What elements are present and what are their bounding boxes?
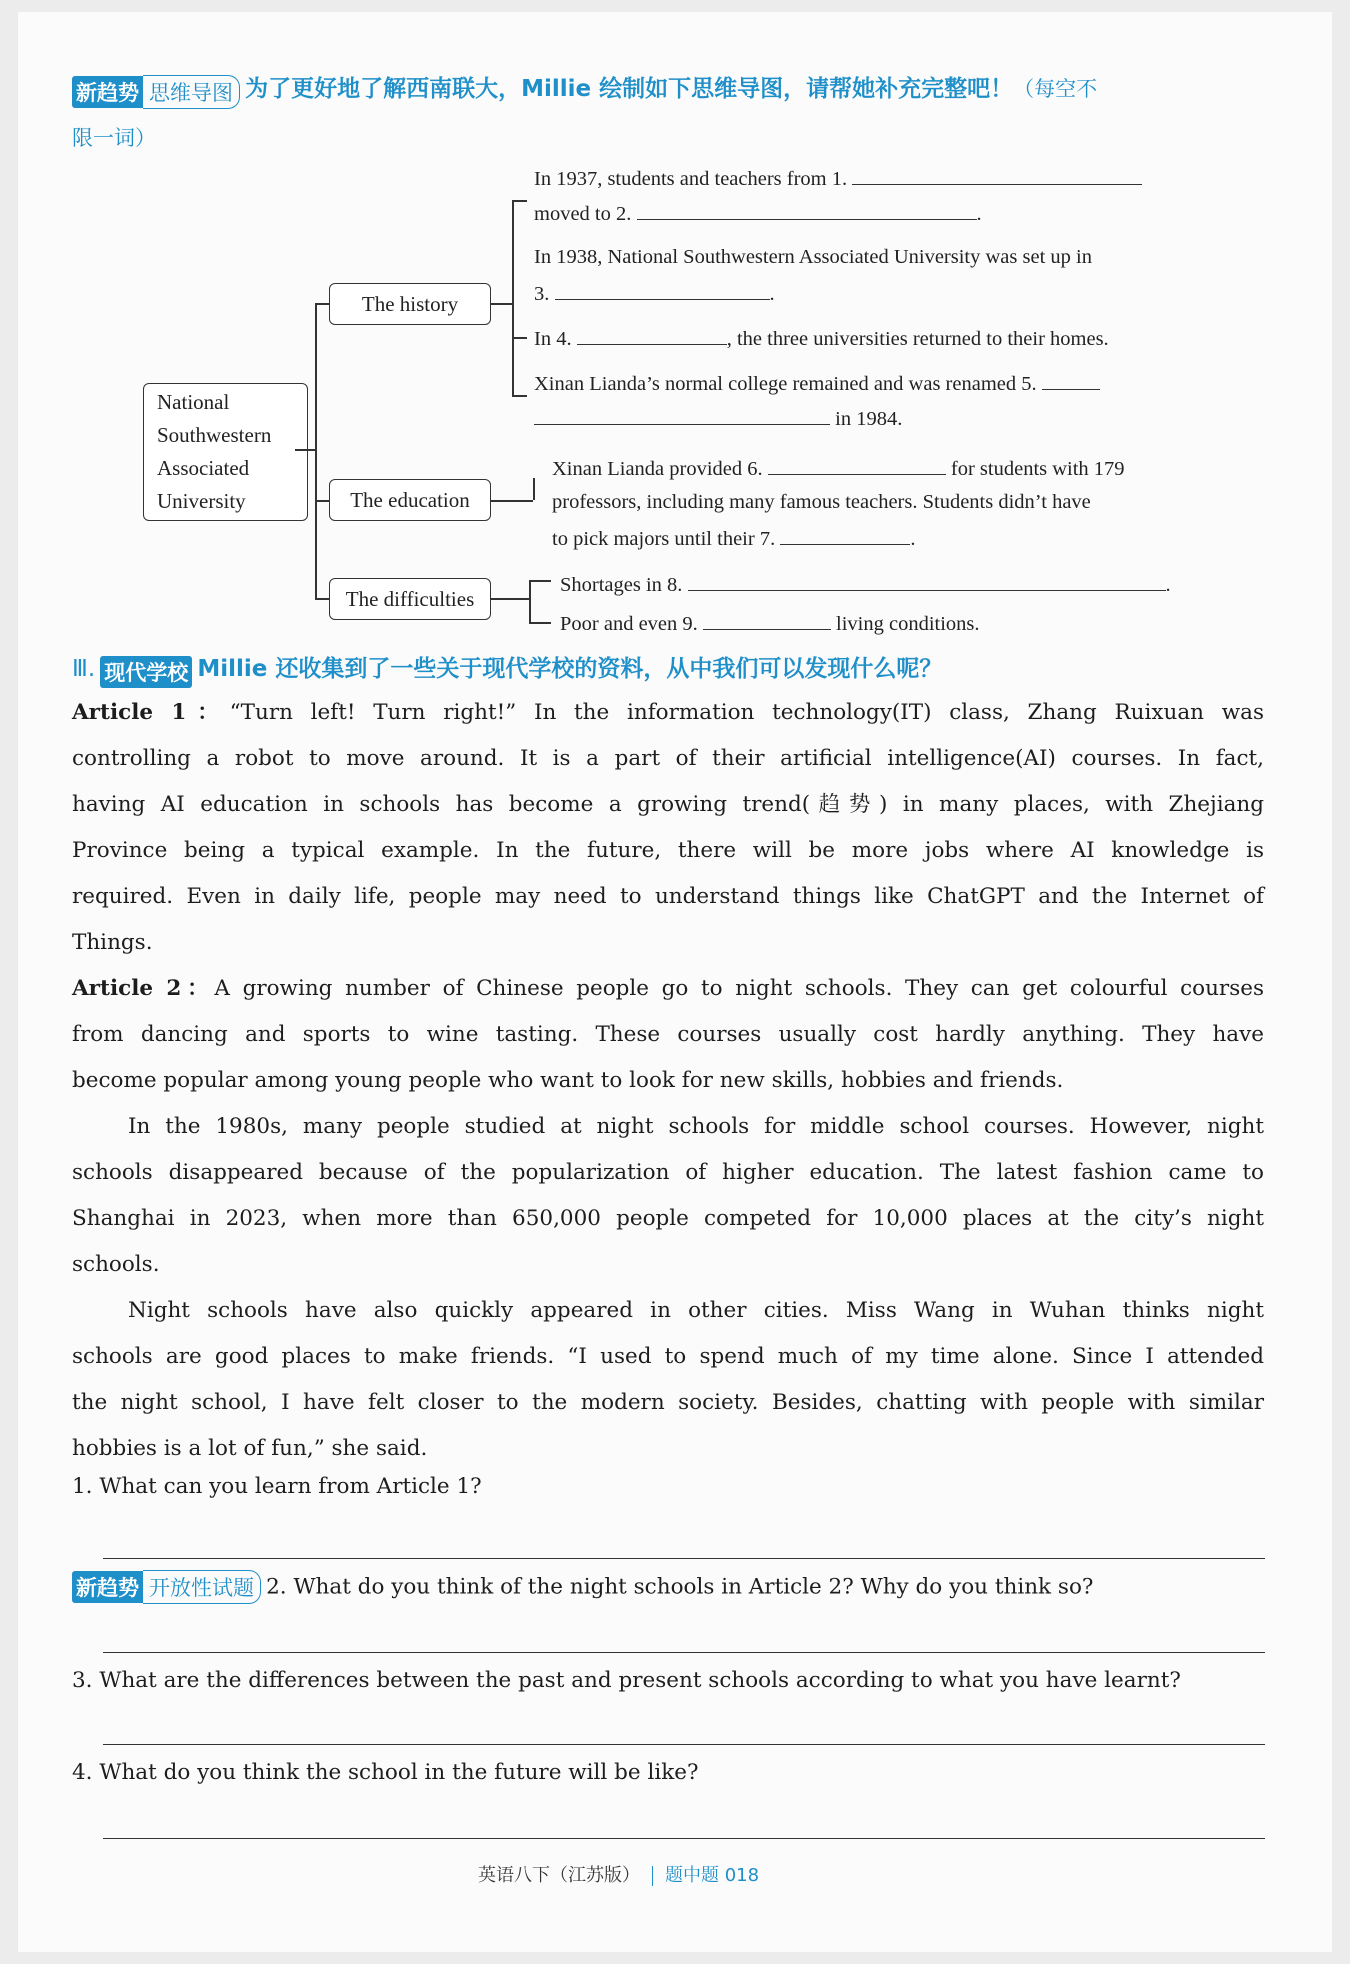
article-1 — [72, 690, 1264, 966]
answer-line-3[interactable] — [103, 1744, 1265, 1745]
blank-8[interactable] — [688, 572, 1166, 591]
text: to pick majors until their 7. — [552, 528, 776, 550]
article-line: schools are good places to make friends. “I used to spend much of my time alone. Since I attended — [72, 1344, 1264, 1369]
history-item-1 — [534, 166, 1142, 191]
new-trend-tag: 新趋势 — [72, 76, 143, 108]
text: . — [769, 283, 775, 305]
answer-line-4[interactable] — [103, 1838, 1265, 1839]
modern-school-tag: 现代学校 — [100, 656, 192, 688]
blank-2[interactable] — [637, 201, 977, 220]
blank-4[interactable] — [577, 326, 727, 345]
connector — [491, 500, 533, 502]
mindmap-note-1: （每空不 — [1013, 77, 1098, 101]
section-3-numeral: Ⅲ. — [72, 656, 96, 682]
text: living conditions. — [836, 613, 980, 635]
article-line: Things. — [72, 930, 153, 955]
new-trend-tag: 新趋势 — [72, 1571, 143, 1603]
article-line: Shanghai in 2023, when more than 650,000 people competed for 10,000 places at the city’s night — [72, 1206, 1264, 1231]
text: In 1937, students and teachers from 1. — [534, 168, 848, 190]
connector — [491, 598, 529, 600]
mindmap-heading — [72, 70, 1097, 109]
connector — [533, 478, 535, 500]
education-node — [329, 479, 491, 521]
article-line: In the 1980s, many people studied at night schools for middle school courses. However, night — [128, 1114, 1264, 1139]
text: 3. — [534, 283, 550, 305]
article-line: required. Even in daily life, people may need to understand things like ChatGPT and the Internet of — [72, 884, 1264, 909]
article-line: schools. — [72, 1252, 160, 1277]
article-line: Night schools have also quickly appeared in other cities. Miss Wang in Wuhan thinks night — [128, 1298, 1264, 1323]
history-item-4b — [534, 406, 902, 431]
blank-6[interactable] — [768, 456, 946, 475]
text: . — [910, 528, 916, 550]
article-line: hobbies is a lot of fun,” she said. — [72, 1436, 428, 1461]
education-item-1 — [552, 456, 1125, 481]
difficulties-node — [329, 578, 491, 620]
blank-5-cont[interactable] — [534, 406, 830, 425]
history-item-1b — [534, 201, 982, 226]
text: Shortages in 8. — [560, 574, 683, 596]
question-4: 4. What do you think the school in the future will be like? — [72, 1760, 699, 1785]
education-label: The education — [350, 488, 470, 512]
history-item-3 — [534, 326, 1109, 351]
text: moved to 2. — [534, 203, 632, 225]
blank-5[interactable] — [1042, 371, 1100, 390]
article-line: controlling a robot to move around. It is a part of their artificial intelligence(AI) courses. In fact, — [72, 746, 1264, 771]
history-item-2 — [534, 246, 1092, 269]
footer-divider — [652, 1866, 654, 1886]
connector — [512, 200, 514, 396]
connector — [315, 598, 329, 600]
connector — [295, 449, 315, 451]
mindmap-tag: 思维导图 — [143, 75, 240, 109]
education-item-2 — [552, 491, 1091, 514]
connector — [491, 303, 512, 305]
text: professors, including many famous teachers. Students didn’t have — [552, 491, 1091, 513]
article-line: the night school, I have felt closer to the modern society. Besides, chatting with people with similar — [72, 1390, 1264, 1415]
article-line: Province being a typical example. In the future, there will be more jobs where AI knowledge is — [72, 838, 1264, 863]
root-line-2: Southwestern — [157, 423, 272, 447]
difficulty-item-2 — [560, 611, 980, 636]
footer — [478, 1861, 759, 1887]
text: , the three universities returned to their homes. — [726, 328, 1109, 350]
history-node — [329, 283, 491, 325]
article-line: having AI education in schools has become a growing trend(趋势) in many places, with Zhejiang — [72, 792, 1264, 817]
connector — [529, 580, 551, 582]
text: In 4. — [534, 328, 572, 350]
history-label: The history — [361, 292, 459, 316]
article-1-label: Article 1： — [72, 700, 230, 725]
difficulty-item-1 — [560, 572, 1171, 597]
article-2 — [72, 966, 1264, 1472]
connector — [315, 303, 329, 305]
answer-line-1[interactable] — [103, 1558, 1265, 1559]
history-item-2b — [534, 281, 775, 306]
text: Xinan Lianda provided 6. — [552, 458, 763, 480]
question-3: 3. What are the differences between the past and present schools according to what you have learnt? — [72, 1668, 1181, 1693]
open-question-tag: 开放性试题 — [143, 1570, 261, 1604]
blank-1[interactable] — [852, 166, 1142, 185]
text: Xinan Lianda’s normal college remained and was renamed 5. — [534, 373, 1037, 395]
blank-7[interactable] — [780, 526, 910, 545]
connector — [512, 395, 527, 397]
text: Poor and even 9. — [560, 613, 698, 635]
connector — [512, 200, 527, 202]
root-line-1: National — [157, 390, 230, 414]
connector — [315, 303, 317, 599]
connector — [315, 500, 329, 502]
difficulties-label: The difficulties — [345, 587, 475, 611]
question-1: 1. What can you learn from Article 1? — [72, 1474, 482, 1499]
article-line: become popular among young people who want to look for new skills, hobbies and friends. — [72, 1068, 1064, 1093]
text: . — [976, 203, 982, 225]
article-line — [72, 690, 1264, 736]
text: “Turn left! Turn right!” In the information technology(IT) class, Zhang Ruixuan was — [229, 700, 1264, 725]
article-line — [72, 966, 1264, 1012]
root-node — [143, 383, 308, 521]
question-2 — [72, 1570, 1093, 1604]
section-3-heading — [72, 650, 942, 688]
connector — [512, 337, 527, 339]
text: A growing number of Chinese people go to night schools. They can get colourful courses — [214, 976, 1264, 1001]
root-line-3: Associated — [157, 456, 250, 480]
blank-9[interactable] — [703, 611, 831, 630]
text: In 1938, National Southwestern Associated University was set up in — [534, 246, 1092, 268]
footer-book-title: 英语八下（江苏版） — [478, 1865, 640, 1886]
answer-line-2[interactable] — [103, 1652, 1265, 1653]
mindmap-instruction: 为了更好地了解西南联大，Millie 绘制如下思维导图，请帮她补充完整吧！ — [245, 76, 1014, 102]
connector — [529, 622, 551, 624]
question-2-text: 2. What do you think of the night schools in Article 2? Why do you think so? — [266, 1574, 1094, 1600]
blank-3[interactable] — [555, 281, 770, 300]
connector — [529, 580, 531, 623]
article-line: schools disappeared because of the popularization of higher education. The latest fashion came to — [72, 1160, 1264, 1185]
article-2-label: Article 2： — [72, 976, 215, 1001]
education-item-3 — [552, 526, 915, 551]
footer-page-number: 题中题 018 — [664, 1865, 760, 1886]
text: in 1984. — [835, 408, 903, 430]
root-line-4: University — [157, 489, 246, 513]
article-line: from dancing and sports to wine tasting. These courses usually cost hardly anything. They have — [72, 1022, 1264, 1047]
mindmap-note-2: 限一词） — [72, 126, 156, 150]
section-3-title: Millie 还收集到了一些关于现代学校的资料，从中我们可以发现什么呢？ — [197, 656, 943, 682]
text: . — [1165, 574, 1171, 596]
history-item-4 — [534, 371, 1100, 396]
text: for students with 179 — [950, 458, 1125, 480]
